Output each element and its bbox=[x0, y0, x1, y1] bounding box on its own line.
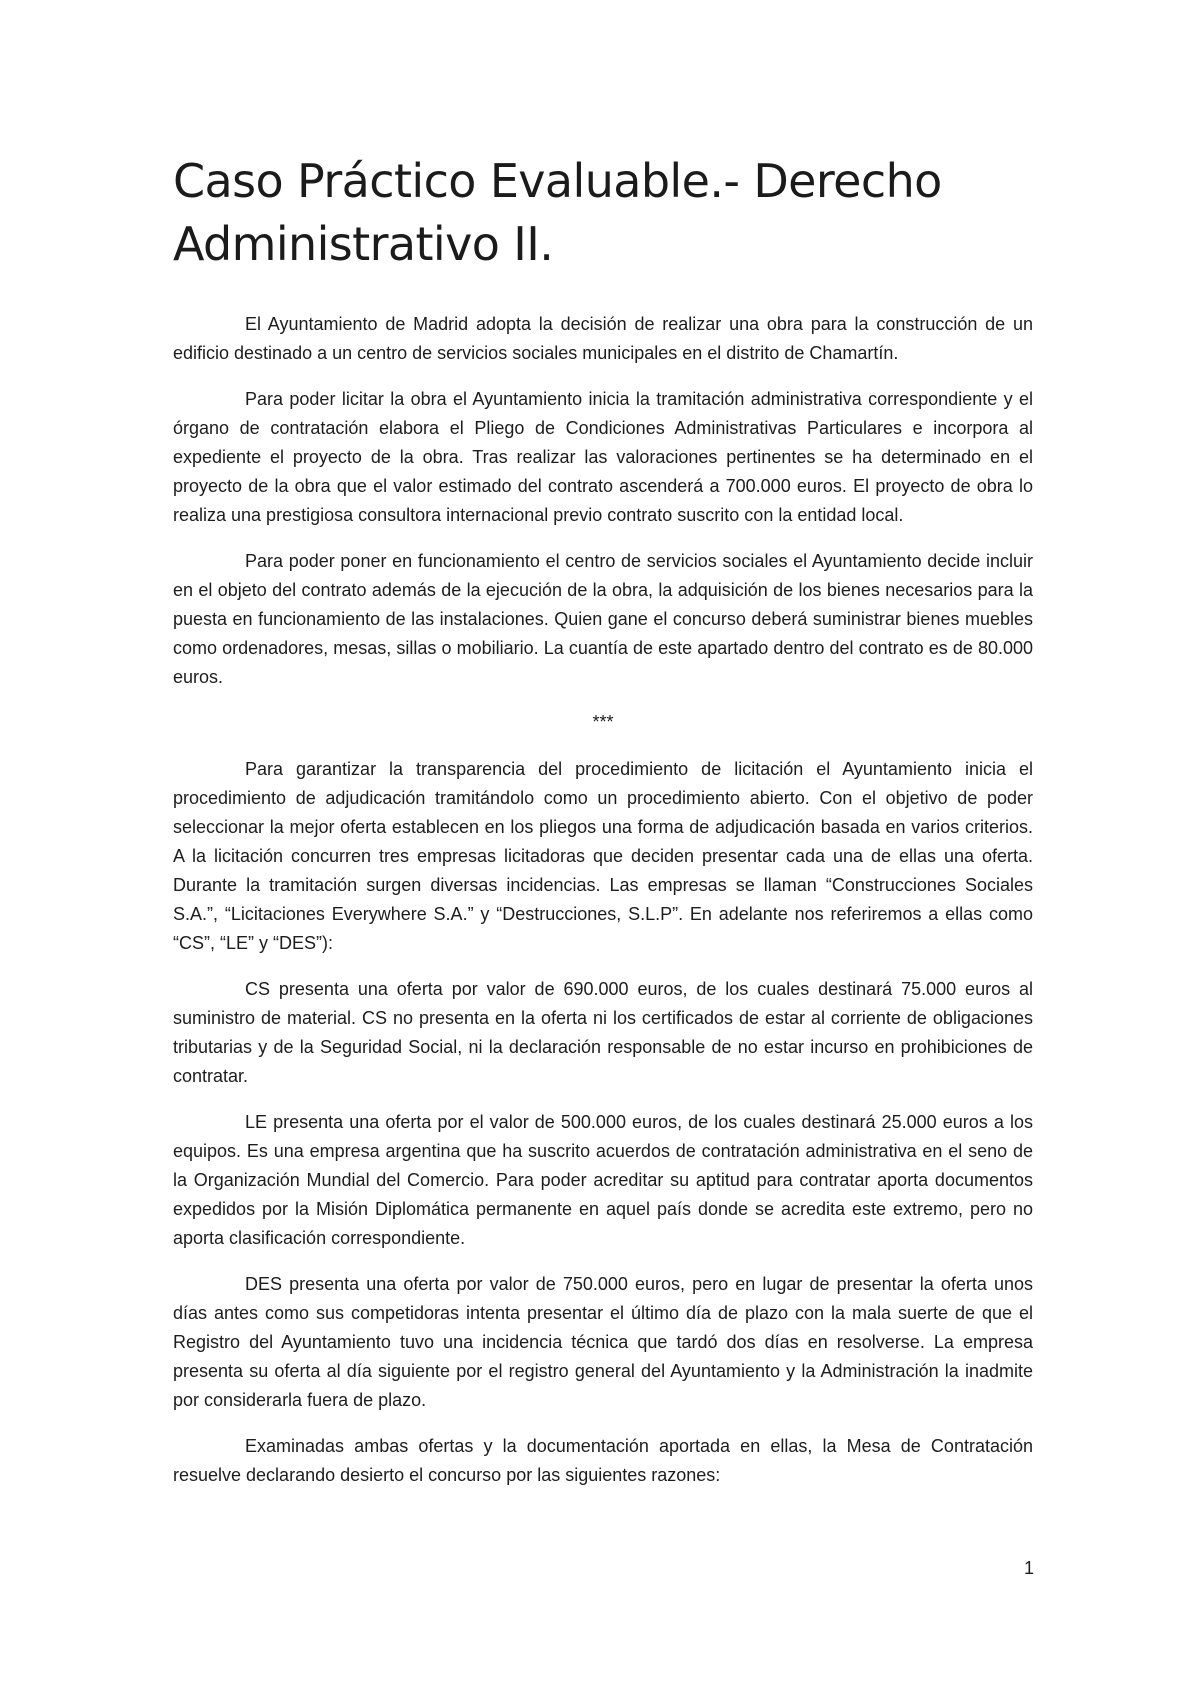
paragraph-oferta-cs: CS presenta una oferta por valor de 690.000 euros, de los cuales destinará 75.000 euros al suministro de material. CS no presenta en la oferta ni los certificados de estar al corriente de obligaciones tributarias y de la Seguridad Social, ni la declaración responsable de no estar incurso en prohibiciones de contratar. bbox=[173, 979, 1033, 1086]
paragraph-licitacion: Para garantizar la transparencia del procedimiento de licitación el Ayuntamiento inicia el procedimiento de adjudicación tramitándolo como un procedimiento abierto. Con el objetivo de poder seleccionar la mejor oferta establecen en los pliegos una forma de adjudicación basada en varios criterios. A la licitación concurren tres empresas licitadoras que deciden presentar cada una de ellas una oferta. Durante la tramitación surgen diversas incidencias. Las empresas se llaman “Construcciones Sociales S.A.”, “Licitaciones Everywhere S.A.” y “Destrucciones, S.L.P”. En adelante nos referiremos a ellas como “CS”, “LE” y “DES”): bbox=[173, 759, 1033, 953]
document-body bbox=[173, 150, 1033, 1507]
paragraph-oferta-des: DES presenta una oferta por valor de 750.000 euros, pero en lugar de presentar la oferta unos días antes como sus competidoras intenta presentar el último día de plazo con la mala suerte de que el Registro del Ayuntamiento tuvo una incidencia técnica que tardó dos días en resolverse. La empresa presenta su oferta al día siguiente por el registro general del Ayuntamiento y la Administración la inadmite por considerarla fuera de plazo. bbox=[173, 1274, 1033, 1410]
paragraph-intro: El Ayuntamiento de Madrid adopta la decisión de realizar una obra para la construcción de un edificio destinado a un centro de servicios sociales municipales en el distrito de Chamartín. bbox=[173, 314, 1033, 363]
paragraph-oferta-le: LE presenta una oferta por el valor de 500.000 euros, de los cuales destinará 25.000 euros a los equipos. Es una empresa argentina que ha suscrito acuerdos de contratación administrativa en el seno de la Organización Mundial del Comercio. Para poder acreditar su aptitud para contratar aporta documentos expedidos por la Misión Diplomática permanente en aquel país donde se acredita este extremo, pero no aporta clasificación correspondiente. bbox=[173, 1112, 1033, 1248]
paragraph-resolucion: Examinadas ambas ofertas y la documentación aportada en ellas, la Mesa de Contratación resuelve declarando desierto el concurso por las siguientes razones: bbox=[173, 1436, 1033, 1485]
section-separator: *** bbox=[592, 712, 614, 732]
page-number: 1 bbox=[1023, 1558, 1034, 1578]
paragraph-suministro: Para poder poner en funcionamiento el centro de servicios sociales el Ayuntamiento decide incluir en el objeto del contrato además de la ejecución de la obra, la adquisición de los bienes necesarios para la puesta en funcionamiento de las instalaciones. Quien gane el concurso deberá suministrar bienes muebles como ordenadores, mesas, sillas o mobiliario. La cuantía de este apartado dentro del contrato es de 80.000 euros. bbox=[173, 551, 1033, 687]
paragraph-tramitacion: Para poder licitar la obra el Ayuntamiento inicia la tramitación administrativa correspondiente y el órgano de contratación elabora el Pliego de Condiciones Administrativas Particulares e incorpora al expediente el proyecto de la obra. Tras realizar las valoraciones pertinentes se ha determinado en el proyecto de la obra que el valor estimado del contrato ascenderá a 700.000 euros. El proyecto de obra lo realiza una prestigiosa consultora internacional previo contrato suscrito con la entidad local. bbox=[173, 389, 1033, 525]
document-title: Caso Práctico Evaluable.- Derecho Administrativo II. bbox=[173, 154, 942, 271]
